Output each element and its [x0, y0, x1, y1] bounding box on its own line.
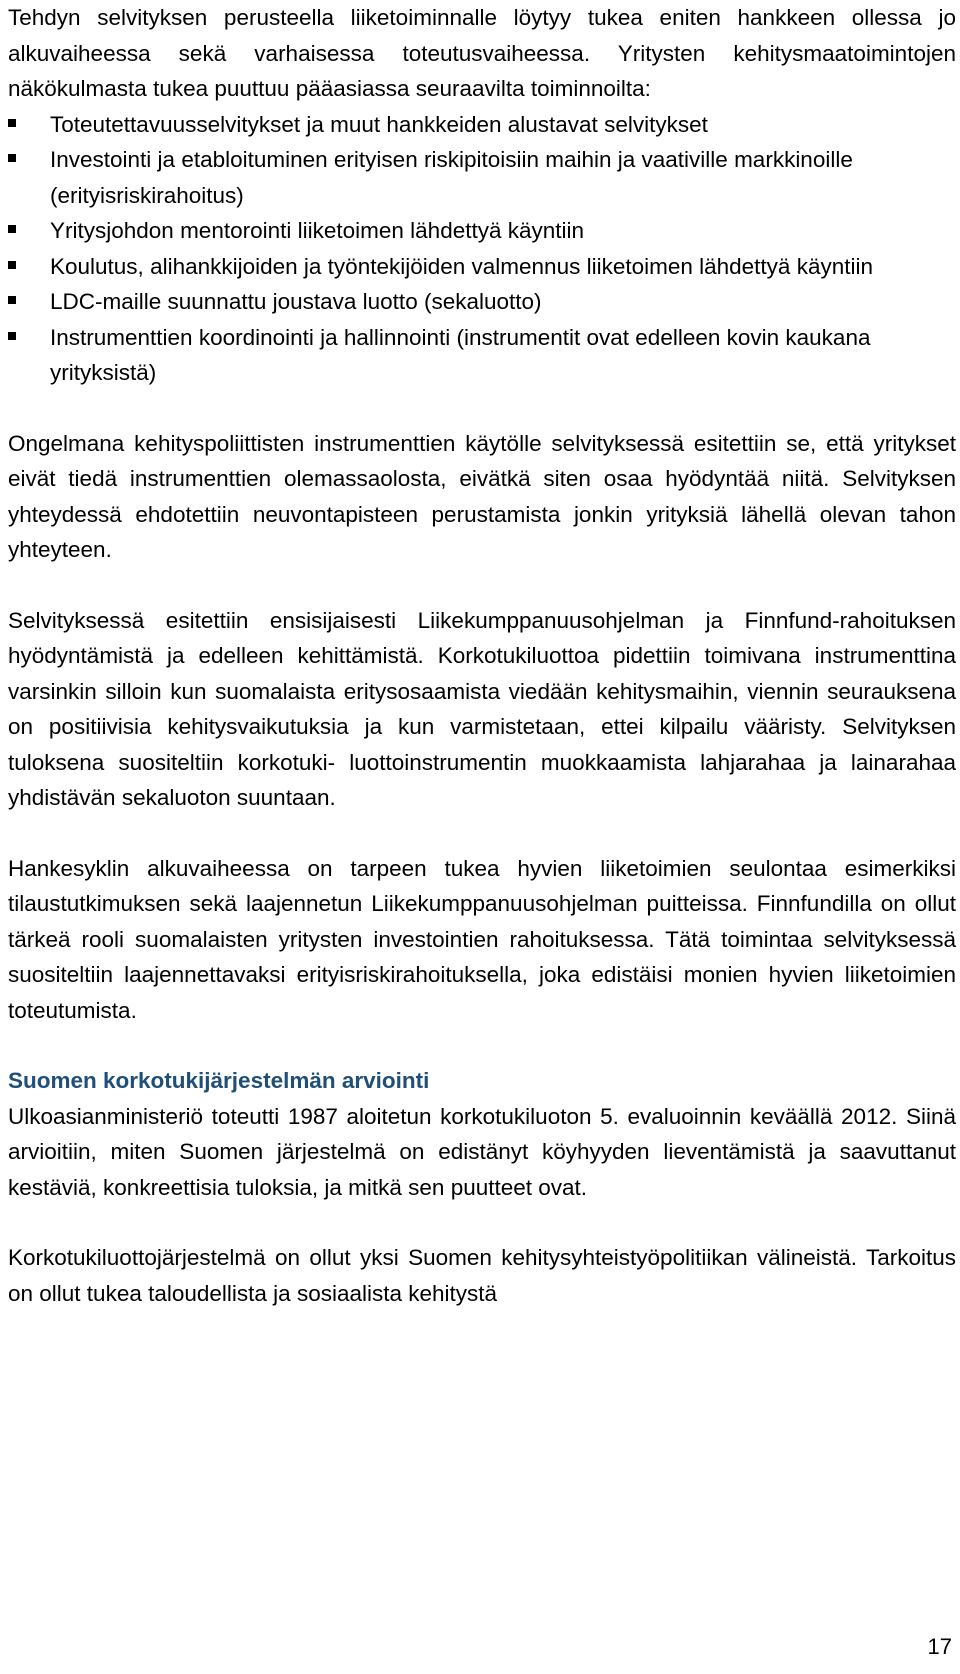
- body-paragraph: Ongelmana kehityspoliittisten instrumenttien käytölle selvityksessä esitettiin se, että yritykset eivät tiedä instrumenttien olemassaolosta, eivätkä siten osaa hyödyntää niitä. Selvityksen yhteydessä ehdotettiin neuvontapisteen perustamista jonkin yrityksiä lähellä olevan tahon yhteyteen.: [8, 430, 956, 562]
- list-item: [8, 107, 956, 143]
- paragraph-spacer: [8, 816, 956, 851]
- square-bullet-icon: [8, 332, 16, 340]
- bullet-text: Yritysjohdon mentorointi liiketoimen lähdettyä käyntiin: [50, 218, 585, 243]
- list-item: [8, 320, 956, 391]
- list-item: [8, 142, 956, 213]
- section-paragraph: Korkotukiluottojärjestelmä on ollut yksi Suomen kehitysyhteistyöpolitiikan välineistä. Tarkoitus on ollut tukea taloudellista ja sosiaalista kehitystä: [8, 1245, 956, 1306]
- paragraph-spacer: [8, 568, 956, 603]
- section-heading: Suomen korkotukijärjestelmän arviointi: [8, 1068, 430, 1093]
- bullet-text: LDC-maille suunnattu joustava luotto (sekaluotto): [50, 289, 542, 314]
- paragraph-spacer: [8, 391, 956, 426]
- list-item: [8, 213, 956, 249]
- page-number: 17: [927, 1634, 952, 1659]
- section-paragraph: Ulkoasianministeriö toteutti 1987 aloitetun korkotukiluoton 5. evaluoinnin keväällä 2012. Siinä arvioitiin, miten Suomen järjestelmä on edistänyt köyhyyden lieventämistä ja saavuttanut kestäviä, konkreettisia tuloksia, ja mitkä sen puutteet ovat.: [8, 1103, 956, 1200]
- body-paragraph: Selvityksessä esitettiin ensisijaisesti Liikekumppanuusohjelman ja Finnfund-rahoituksen hyödyntämistä ja edelleen kehittämistä. Korkotukiluottoa pidettiin toimivana instrumenttina varsinkin silloin kun suomalaista eritysosaamista viedään kehitysmaihin, viennin seurauksena on positiivisia kehitysvaikutuksia ja kun varmistetaan, ettei kilpailu vääristy. Selvityksen tuloksena suositeltiin korkotuki- luottoinstrumentin muokkaamista lahjarahaa ja lainarahaa yhdistävän sekaluoton suuntaan.: [8, 607, 956, 810]
- bullet-text: Instrumenttien koordinointi ja hallinnointi (instrumentit ovat edelleen kovin kaukana yrityksistä): [50, 324, 871, 385]
- bullet-text: Toteutettavuusselvitykset ja muut hankkeiden alustavat selvitykset: [50, 111, 708, 137]
- bullet-text: Investointi ja etabloituminen erityisen riskipitoisiin maihin ja vaativille markkinoille (erityisriskirahoitus): [50, 147, 853, 208]
- square-bullet-icon: [8, 119, 16, 127]
- square-bullet-icon: [8, 296, 16, 304]
- document-page: [8, 0, 956, 1311]
- body-paragraph: Hankesyklin alkuvaiheessa on tarpeen tukea hyvien liiketoimien seulontaa esimerkiksi tilaustutkimuksen sekä laajennetun Liikekumppanuusohjelman puitteissa. Finnfundilla on ollut tärkeä rooli suomalaisten yritysten investointien rahoituksessa. Tätä toimintaa selvityksessä suositeltiin laajennettavaksi erityisriskirahoituksella, joka edistäisi monien hyvien liiketoimien toteutumista.: [8, 855, 956, 1023]
- list-item: [8, 284, 956, 320]
- square-bullet-icon: [8, 154, 16, 162]
- bullet-list: [8, 107, 956, 391]
- paragraph-spacer: [8, 1028, 956, 1063]
- square-bullet-icon: [8, 261, 16, 269]
- list-item: [8, 249, 956, 285]
- bullet-text: Koulutus, alihankkijoiden ja työntekijöiden valmennus liiketoimen lähdettyä käyntiin: [50, 253, 873, 279]
- paragraph-spacer: [8, 1205, 956, 1240]
- square-bullet-icon: [8, 225, 16, 233]
- intro-paragraph: Tehdyn selvityksen perusteella liiketoiminnalle löytyy tukea eniten hankkeen ollessa jo alkuvaiheessa sekä varhaisessa toteutusvaiheessa. Yritysten kehitysmaatoimintojen näkökulmasta tukea puuttuu pääasiassa seuraavilta toiminnoilta:: [8, 5, 956, 101]
